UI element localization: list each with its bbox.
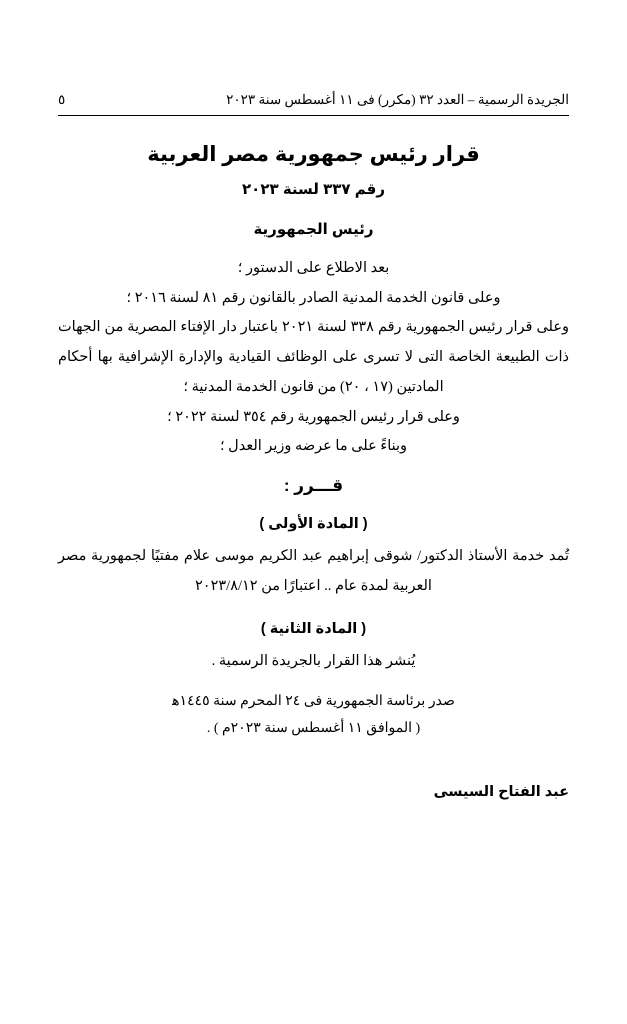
article-two-body: يُنشر هذا القرار بالجريدة الرسمية . (211, 653, 416, 670)
preamble-clause: وعلى قانون الخدمة المدنية الصادر بالقانون رقم ٨١ لسنة ٢٠١٦ ؛ (126, 289, 501, 306)
preamble-clauses (58, 254, 569, 462)
article-one-heading: ( المادة الأولى ) (259, 516, 368, 533)
decree-title: قرار رئيس جمهورية مصر العربية (147, 143, 480, 166)
page-number: ٥ (58, 92, 66, 107)
article-two-heading: ( المادة الثانية ) (260, 621, 367, 638)
page-header (58, 0, 569, 108)
gazette-header-title: الجريدة الرسمية – العدد ٣٢ (مكرر) فى ١١ أغسطس سنة ٢٠٢٣ (226, 92, 569, 107)
preamble-clause: بعد الاطلاع على الدستور ؛ (237, 260, 390, 276)
preamble-clause: وعلى قرار رئيس الجمهورية رقم ٣٣٨ لسنة ٢٠٢١ باعتبار دار الإفتاء المصرية من الجهات ذات الطبيعة الخاصة التى لا تسرى على الوظائف القيادية والإدارة الإشرافية بها أحكام المادتين (١٧ ، ٢٠) من قانون الخدمة المدنية ؛ (58, 319, 569, 395)
gregorian-date-line: ( الموافق ١١ أغسطس سنة ٢٠٢٣م ) . (206, 720, 421, 736)
signatory-name: عبد الفتاح السيسى (433, 784, 569, 801)
header-divider (58, 115, 569, 116)
article-one-body: تُمد خدمة الأستاذ الدكتور/ شوقى إبراهيم عبد الكريم موسى علام مفتيًا لجمهورية مصر العربية لمدة عام .. اعتبارًا من ٢٠٢٣/٨/١٢ (58, 548, 569, 594)
preamble-clause: وعلى قرار رئيس الجمهورية رقم ٣٥٤ لسنة ٢٠٢٢ ؛ (167, 408, 460, 425)
signature-block (58, 764, 569, 800)
decision-keyword: قـــرر : (283, 476, 344, 496)
decree-number: رقم ٣٣٧ لسنة ٢٠٢٣ (242, 181, 385, 198)
issued-at-line: صدر برئاسة الجمهورية فى ٢٤ المحرم سنة ١٤٤٥ﻫ (172, 694, 455, 710)
preamble-clause: وبناءً على ما عرضه وزير العدل ؛ (219, 438, 408, 455)
issuer-label: رئيس الجمهورية (253, 221, 374, 238)
